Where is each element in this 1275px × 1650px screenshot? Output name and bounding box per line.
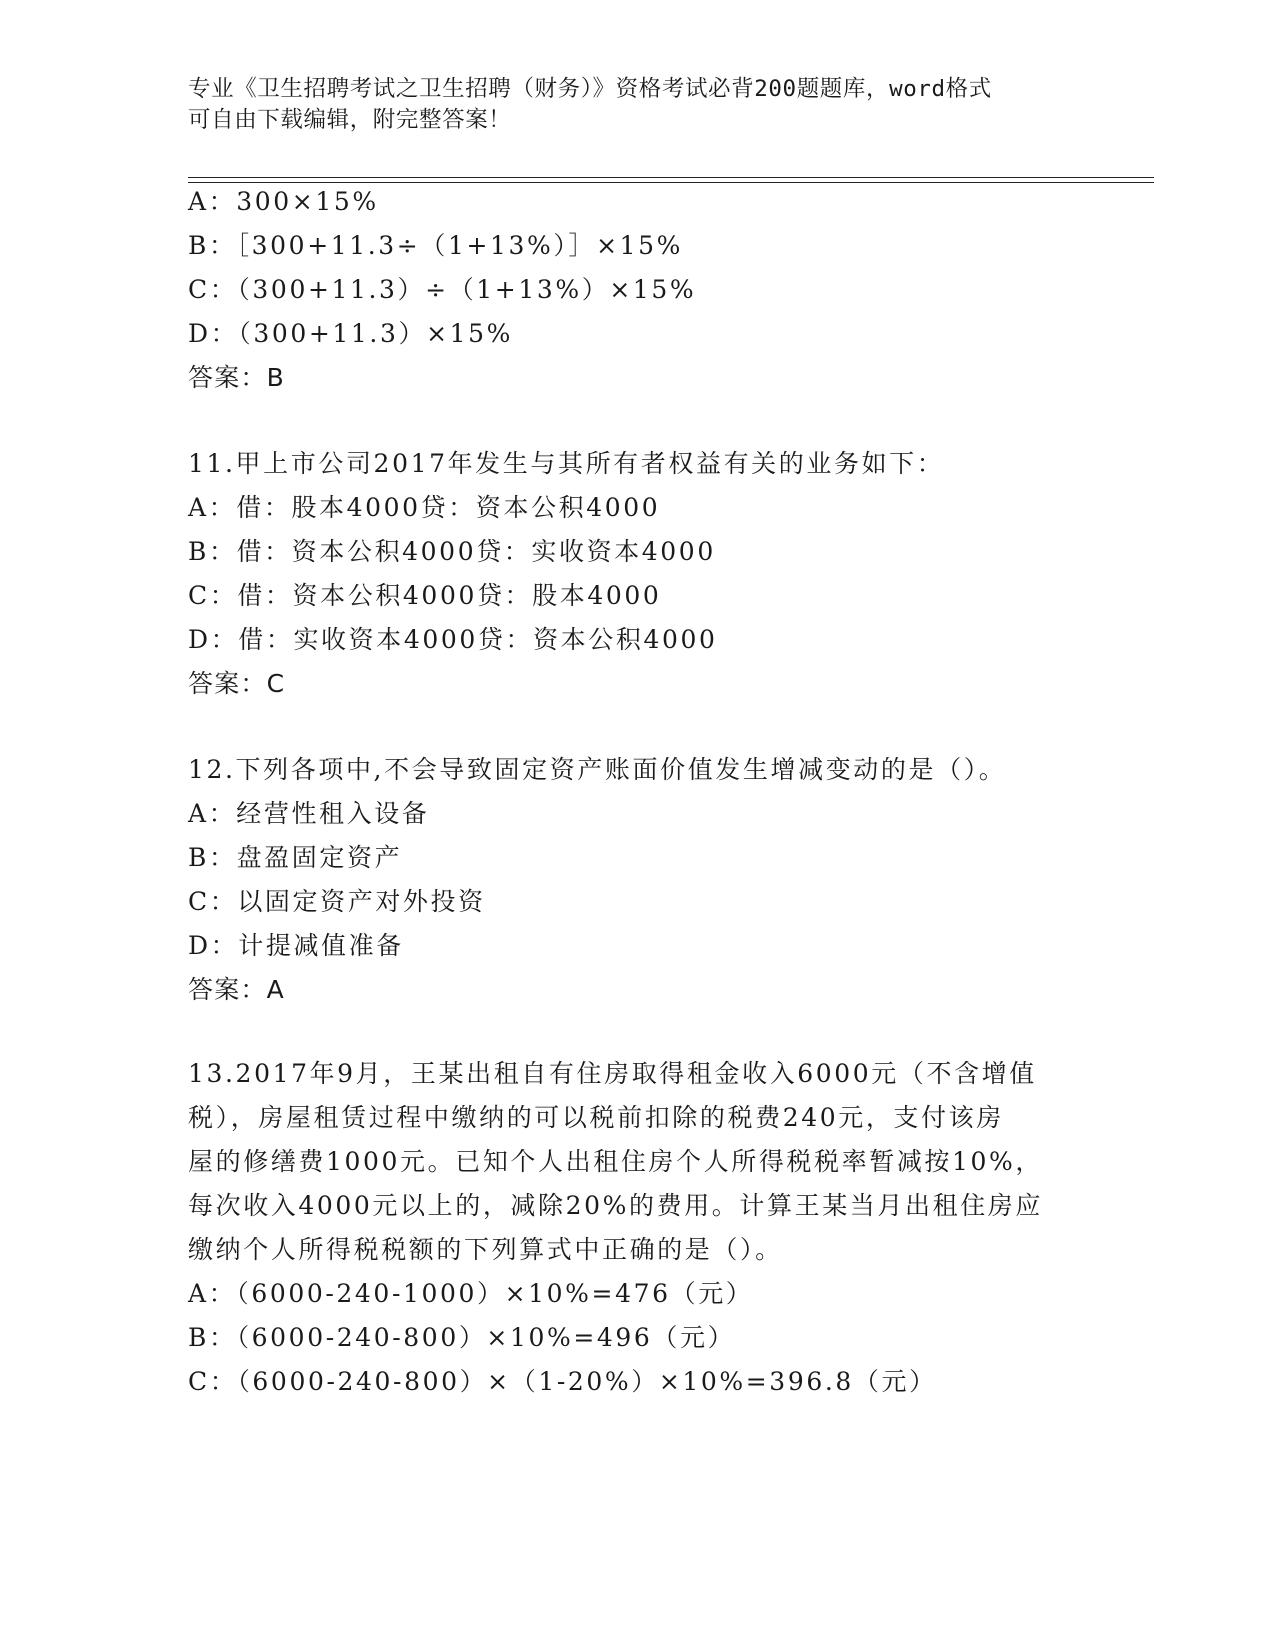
q13-option-c: C：（6000-240-800）×（1-20%）×10%=396.8（元） [188,1367,937,1396]
q12-option-b: B：盘盈固定资产 [188,843,403,872]
q11-option-d: D：借：实收资本4000贷：资本公积4000 [188,625,718,654]
q11-option-a: A：借：股本4000贷：资本公积4000 [188,493,661,522]
q12-answer: 答案：A [188,975,285,1004]
q13-option-b: B：（6000-240-800）×10%=496（元） [188,1323,736,1352]
q13-stem-line-1: 13.2017年9月，王某出租自有住房取得租金收入6000元（不含增值 [188,1059,1037,1088]
q11-option-c: C：借：资本公积4000贷：股本4000 [188,581,662,610]
q11-option-b: B：借：资本公积4000贷：实收资本4000 [188,537,716,566]
header-line-2: 可自由下载编辑，附完整答案！ [188,107,512,133]
header-rule-bottom [188,182,1154,183]
q11-stem: 11.甲上市公司2017年发生与其所有者权益有关的业务如下： [188,449,945,478]
q11-answer: 答案：C [188,669,286,698]
q13-stem-line-2: 税），房屋租赁过程中缴纳的可以税前扣除的税费240元，支付该房 [188,1103,1004,1132]
q10-answer: 答案：B [188,363,285,392]
q10-option-a: A：300×15% [188,187,379,216]
header-rule-top [188,177,1154,178]
q12-option-c: C：以固定资产对外投资 [188,887,486,916]
q12-option-d: D：计提减值准备 [188,931,404,960]
q13-stem-line-3: 屋的修缮费1000元。已知个人出租住房个人所得税税率暂减按10%， [188,1147,1043,1176]
q12-stem: 12.下列各项中,不会导致固定资产账面价值发生增减变动的是（）。 [188,755,1007,784]
q13-stem-line-5: 缴纳个人所得税税额的下列算式中正确的是（）。 [188,1235,783,1264]
q10-option-d: D：（300+11.3）×15% [188,319,513,348]
document-header [188,74,1068,136]
header-line-1: 专业《卫生招聘考试之卫生招聘（财务）》资格考试必背200题题库，word格式 [188,76,992,102]
q13-stem-line-4: 每次收入4000元以上的，减除20%的费用。计算王某当月出租住房应 [188,1191,1043,1220]
q13-option-a: A：（6000-240-1000）×10%=476（元） [188,1279,754,1308]
q10-option-b: B：［300+11.3÷（1+13%）］×15% [188,231,683,260]
q10-option-c: C：（300+11.3）÷（1+13%）×15% [188,275,697,304]
q12-option-a: A：经营性租入设备 [188,799,430,828]
